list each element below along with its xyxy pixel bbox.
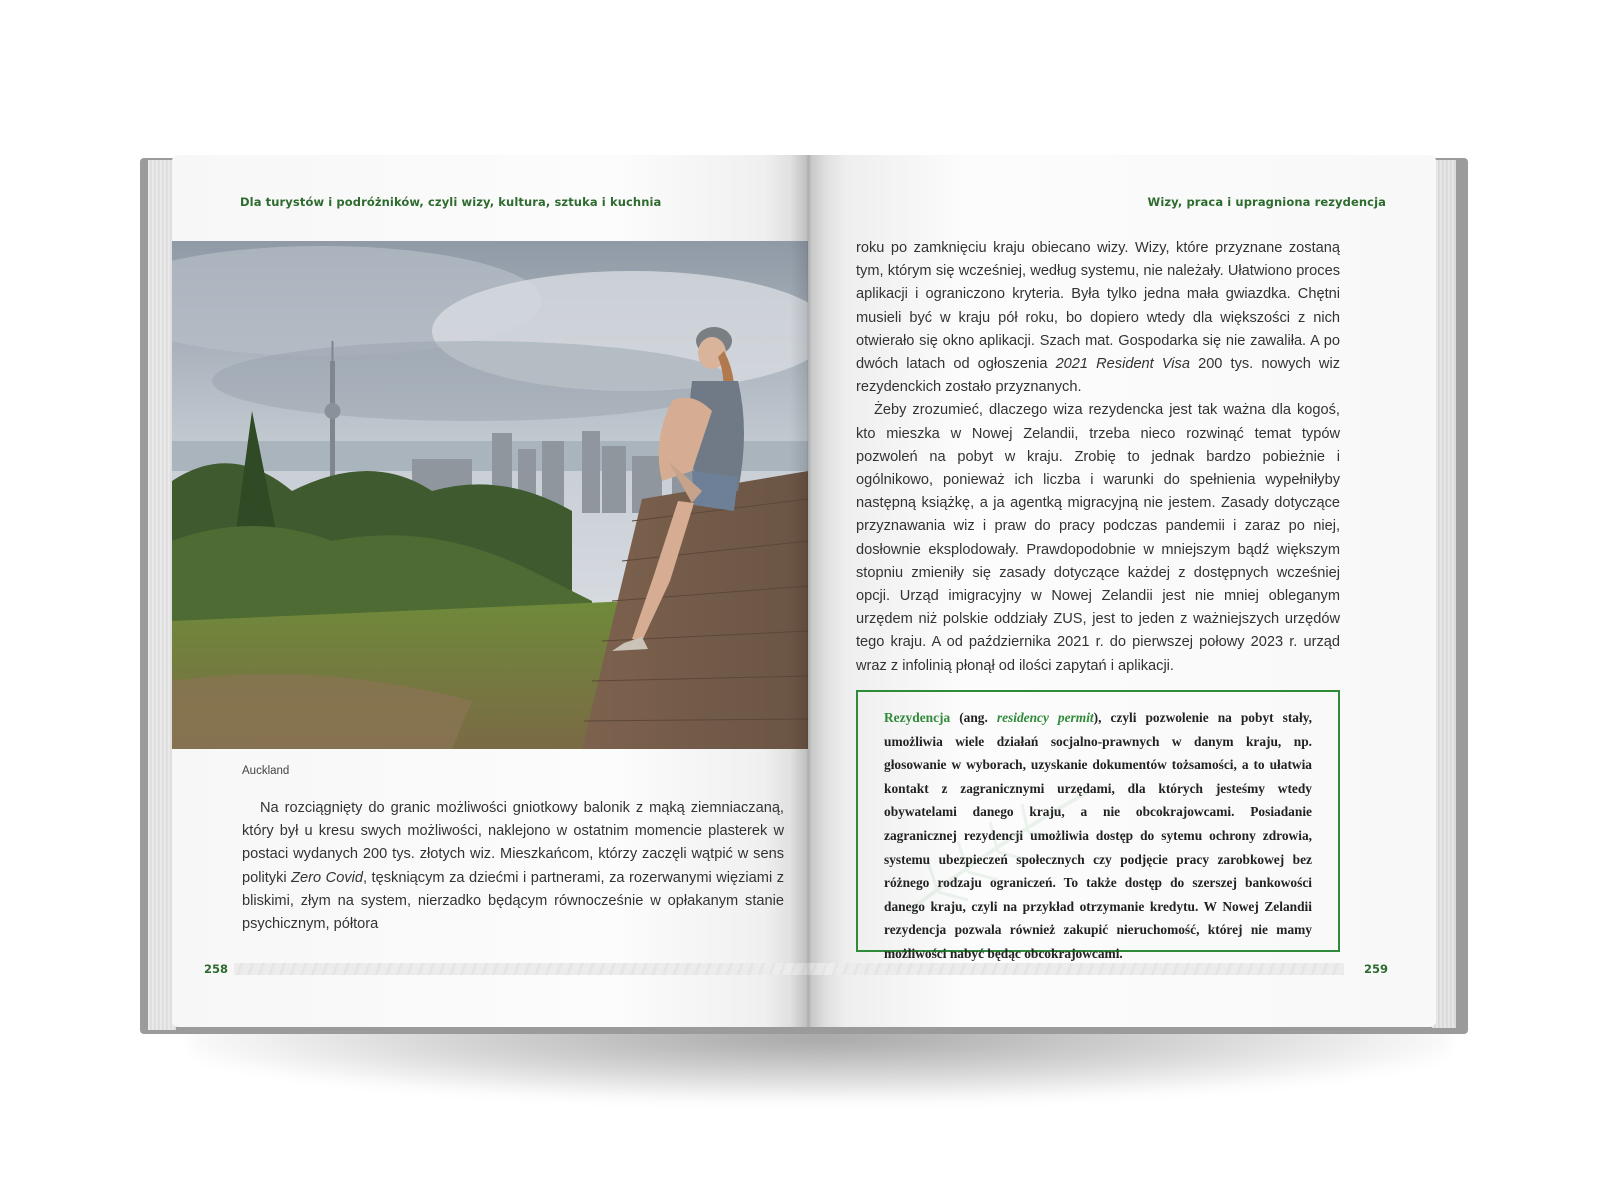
left-paragraph: Na rozciągnięty do granic możliwości gniotkowy balonik z mąką ziemniaczaną, który był u kresu swych możliwości, naklejono w ostatnim momencie plasterek w postaci wydanych 200 tys. złotych wiz. Mieszkańcom, którzy zaczęli wątpić w sens polityki Zero Covid, tęskniącym za dziećmi i partnerami, za rozerwanymi więziami z bliskimi, złym na system, nierzadko będącym równocześnie w opłakanym stanie psychicznym, półtora <box>242 800 785 933</box>
left-page <box>172 155 808 1027</box>
running-head-right: Wizy, praca i upragniona rezydencja <box>1147 195 1386 209</box>
photo-caption: Auckland <box>242 765 290 777</box>
left-body-text <box>242 797 784 936</box>
page-number-right: 259 <box>1363 962 1388 976</box>
callout-term-english: residency permit <box>996 710 1094 725</box>
callout-text: ), czyli pozwolenie na pobyt stały, umożliwia wiele działań socjalno-prawnych w danym kraju, np. głosowanie w wyborach, uzyskanie dokumentów tożsamości, a to ułatwia kontakt z zagranicznymi urzędami, dla których jesteśmy wtedy obywatelami danego kraju, a nie obcokrajowcami. Posiadanie zagranicznej rezydencji umożliwia dostęp do sytemu ochrony zdrowia, systemu ubezpieczeń społecznych czy podjęcie pracy zarobkowej bez różnego rodzaju ograniczeń. To także dostęp do szerszej bankowości danego kraju, czyli na przykład otrzymanie kredytu. W Nowej Zelandii rezydencja pozwala również zakupić nieruchomość, której nie mamy możliwości nabyć będąc obcokrajowcami. <box>884 710 1312 961</box>
footer-ornament-left <box>234 963 808 975</box>
fern-watermark-icon <box>898 782 1098 922</box>
right-page <box>808 155 1436 1027</box>
page-number-left: 258 <box>204 962 229 976</box>
callout-pre-english: (ang. <box>950 710 997 725</box>
residency-callout-box <box>856 690 1340 961</box>
right-paragraph-2: Żeby zrozumieć, dlaczego wiza rezydencka jest tak ważna dla kogoś, kto mieszka w Nowej Zelandii, trzeba nieco rozwinąć temat typów pozwoleń na pobyt w kraju. Zrobię to jednak bardzo pobieżnie i ogólnikowo, ponieważ ich liczba i warunki do spełnienia wypełniłyby następną książkę, a ja agentką migracyjną nie jestem. Zasady dotyczące przyznawania wiz i praw do pracy podczas pandemii i zaraz po niej, dosłownie eksplodowały. Prawdopodobnie w mniejszym bądź większym stopniu zmieniły się zasady dotyczące każdej z dostępnych wcześniej opcji. Urząd imigracyjny w Nowej Zelandii jest nie mniej obleganym urzędem niż polskie oddziały ZUS, jest to jeden z ważniejszych urzędów tego kraju. A od października 2021 r. do pierwszej połowy 2023 r. urząd wraz z infolinią płonął od ilości zapytań i aplikacji. <box>856 402 1340 674</box>
callout-term: Rezydencja <box>884 710 951 725</box>
footer-ornament-right <box>808 963 1344 975</box>
auckland-photo <box>172 241 808 749</box>
right-body-text <box>856 237 1340 678</box>
running-head-left: Dla turystów i podróżników, czyli wizy, kultura, sztuka i kuchnia <box>240 195 662 209</box>
right-paragraph-1: roku po zamknięciu kraju obiecano wizy. Wizy, które przyznane zostaną tym, którym się wcześniej, według systemu, nie należały. Ułatwiono proces aplikacji i ograniczono kryteria. Była tylko jedna mała gwiazdka. Chętni musieli być w kraju pół roku, bo dopiero wtedy dla większości z nich otwierało się okno aplikacji. Szach mat. Gospodarka się nie zawaliła. A po dwóch latach od ogłoszenia 2021 Resident Visa 200 tys. nowych wiz rezydenckich zostało przyznanych. <box>856 240 1340 396</box>
